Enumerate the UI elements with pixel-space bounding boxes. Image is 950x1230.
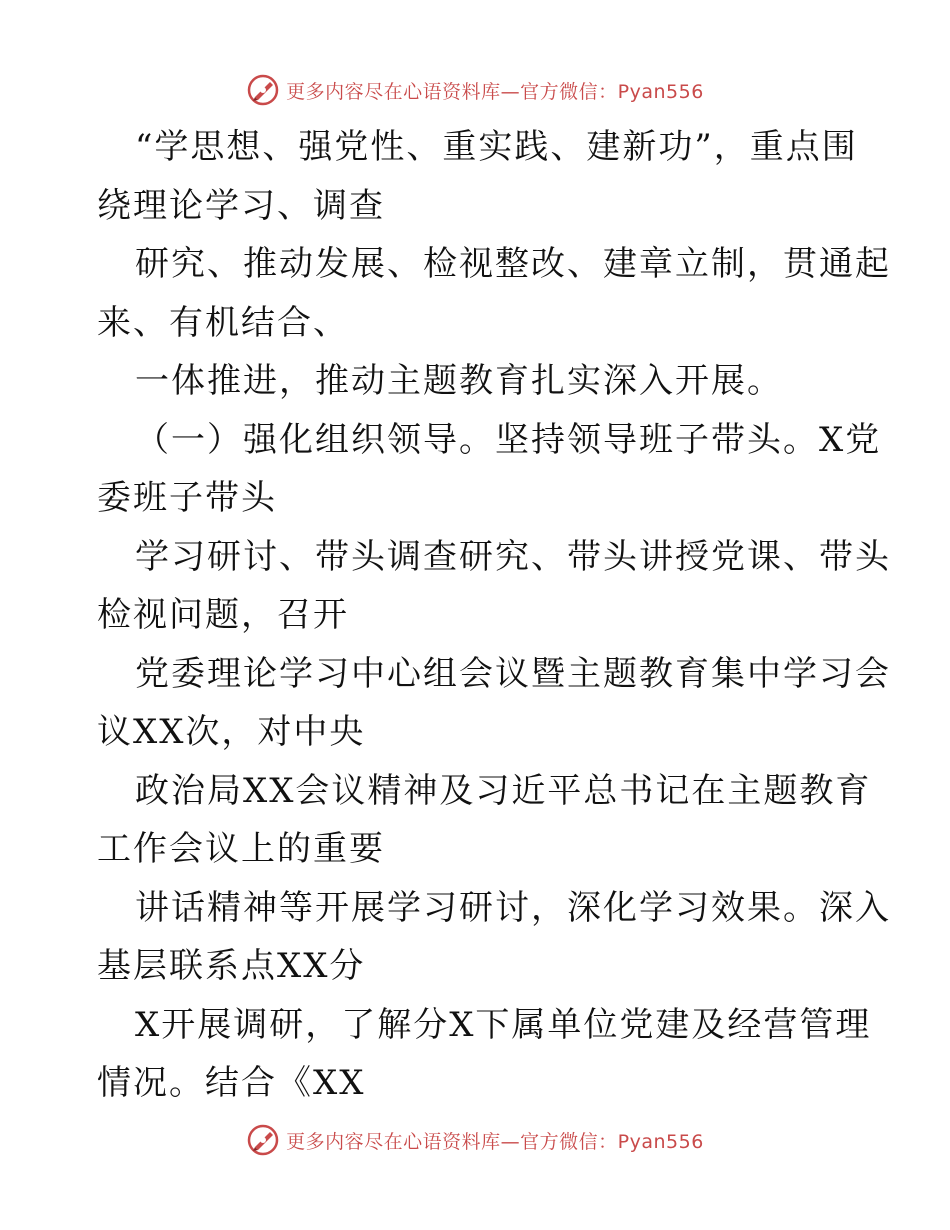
footer-watermark xyxy=(0,1120,950,1160)
paragraph-line: X开展调研，了解分X下属单位党建及经营管理 xyxy=(135,1004,872,1045)
paragraph-line: 一体推进，推动主题教育扎实深入开展。 xyxy=(135,361,783,401)
paragraph-line: 议XX次，对中央 xyxy=(97,712,366,752)
paragraph-line: 情况。结合《XX xyxy=(97,1063,366,1103)
watermark-text: 更多内容尽在心语资料库—官方微信：Pyan556 xyxy=(286,80,704,103)
section-heading-line: （一）强化组织领导。坚持领导班子带头。X党 xyxy=(135,419,882,460)
paragraph-line: 政治局XX会议精神及习近平总书记在主题教育 xyxy=(135,770,872,811)
paragraph-line: 学习研讨、带头调查研究、带头讲授党课、带头 xyxy=(135,536,891,577)
paragraph-line: 检视问题，召开 xyxy=(97,595,349,635)
paragraph-line: 工作会议上的重要 xyxy=(97,829,385,869)
paragraph-line: 来、有机结合、 xyxy=(97,302,349,343)
paragraph-line: “学思想、强党性、重实践、建新功”，重点围 xyxy=(135,127,858,167)
header-watermark xyxy=(0,70,950,110)
document-body xyxy=(97,118,891,1113)
paragraph-line: 委班子带头 xyxy=(97,478,277,518)
paragraph-line: 绕理论学习、调查 xyxy=(97,185,385,226)
paragraph-line: 研究、推动发展、检视整改、建章立制，贯通起 xyxy=(135,244,891,284)
paragraph-line: 基层联系点XX分 xyxy=(97,946,366,986)
watermark-text: 更多内容尽在心语资料库—官方微信：Pyan556 xyxy=(286,1130,704,1153)
paragraph-line: 党委理论学习中心组会议暨主题教育集中学习会 xyxy=(135,653,891,694)
paragraph-line: 讲话精神等开展学习研讨，深化学习效果。深入 xyxy=(135,887,891,928)
pen-seal-icon xyxy=(246,73,280,107)
pen-seal-icon xyxy=(246,1123,280,1157)
